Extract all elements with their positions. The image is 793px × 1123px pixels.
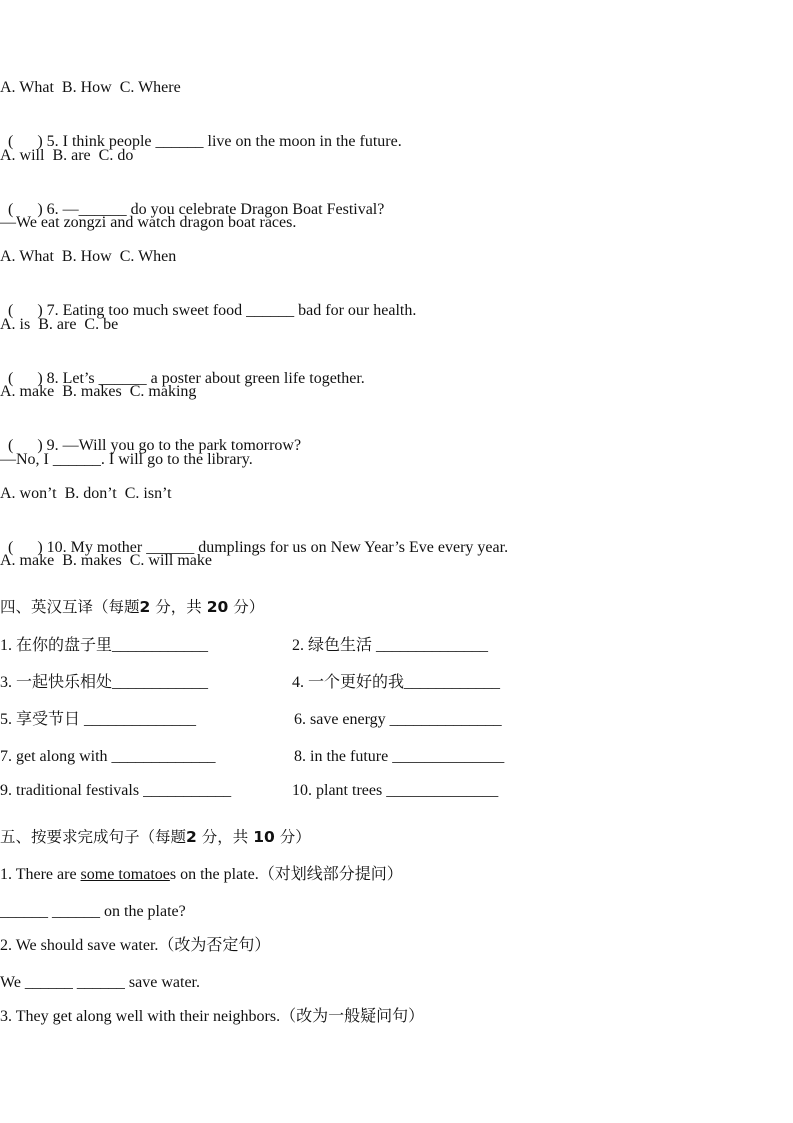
q9-options: A. won’t B. don’t C. isn’t bbox=[0, 485, 172, 502]
section-4-heading: 四、英汉互译（每题2 分，共 20 分） bbox=[0, 598, 265, 616]
translate-item-3: 3. 一起快乐相处____________ bbox=[0, 674, 209, 691]
question-stem: 9. —Will you go to the park tomorrow? bbox=[42, 437, 302, 454]
q10-options: A. make B. makes C. will make bbox=[0, 552, 212, 569]
sentence-3: 3. They get along well with their neighbors.（改为一般疑问句） bbox=[0, 1008, 425, 1025]
question-stem: 8. Let’s ______ a poster about green life together. bbox=[42, 370, 365, 387]
q8-options: A. make B. makes C. making bbox=[0, 383, 197, 400]
q6-options: A. What B. How C. When bbox=[0, 248, 177, 265]
q6-reply: —We eat zongzi and watch dragon boat races. bbox=[0, 214, 297, 231]
answer-paren[interactable]: ( ) bbox=[8, 437, 43, 454]
translate-item-2: 2. 绿色生活 ______________ bbox=[292, 637, 489, 654]
question-stem: 5. I think people ______ live on the moon in the future. bbox=[42, 133, 402, 150]
translate-item-10: 10. plant trees ______________ bbox=[292, 782, 499, 799]
answer-paren[interactable]: ( ) bbox=[8, 302, 43, 319]
q5-options: A. will B. are C. do bbox=[0, 147, 134, 164]
answer-paren[interactable]: ( ) bbox=[8, 201, 43, 218]
answer-paren[interactable]: ( ) bbox=[8, 539, 43, 556]
sentence-1: 1. There are some tomatoes on the plate.（对划线部分提问） bbox=[0, 866, 403, 883]
sentence-1-answer: ______ ______ on the plate? bbox=[0, 903, 186, 920]
q7-options: A. is B. are C. be bbox=[0, 316, 119, 333]
section-5-heading: 五、按要求完成句子（每题2 分，共 10 分） bbox=[0, 828, 311, 846]
translate-item-1: 1. 在你的盘子里____________ bbox=[0, 637, 209, 654]
q4-options: A. What B. How C. Where bbox=[0, 79, 181, 96]
translate-item-8: 8. in the future ______________ bbox=[294, 748, 505, 765]
answer-paren[interactable]: ( ) bbox=[8, 133, 43, 150]
question-stem: 6. —______ do you celebrate Dragon Boat Festival? bbox=[42, 201, 385, 218]
sentence-2: 2. We should save water.（改为否定句） bbox=[0, 937, 271, 954]
translate-item-4: 4. 一个更好的我____________ bbox=[292, 674, 501, 691]
translate-item-6: 6. save energy ______________ bbox=[294, 711, 502, 728]
question-stem: 7. Eating too much sweet food ______ bad for our health. bbox=[42, 302, 417, 319]
answer-paren[interactable]: ( ) bbox=[8, 370, 43, 387]
underlined-phrase: some tomatoe bbox=[80, 866, 170, 883]
question-stem: 10. My mother ______ dumplings for us on New Year’s Eve every year. bbox=[42, 539, 509, 556]
translate-item-5: 5. 享受节日 ______________ bbox=[0, 711, 197, 728]
translate-item-9: 9. traditional festivals ___________ bbox=[0, 782, 232, 799]
q9-reply: —No, I ______. I will go to the library. bbox=[0, 451, 253, 468]
translate-item-7: 7. get along with _____________ bbox=[0, 748, 216, 765]
sentence-2-answer: We ______ ______ save water. bbox=[0, 974, 200, 991]
